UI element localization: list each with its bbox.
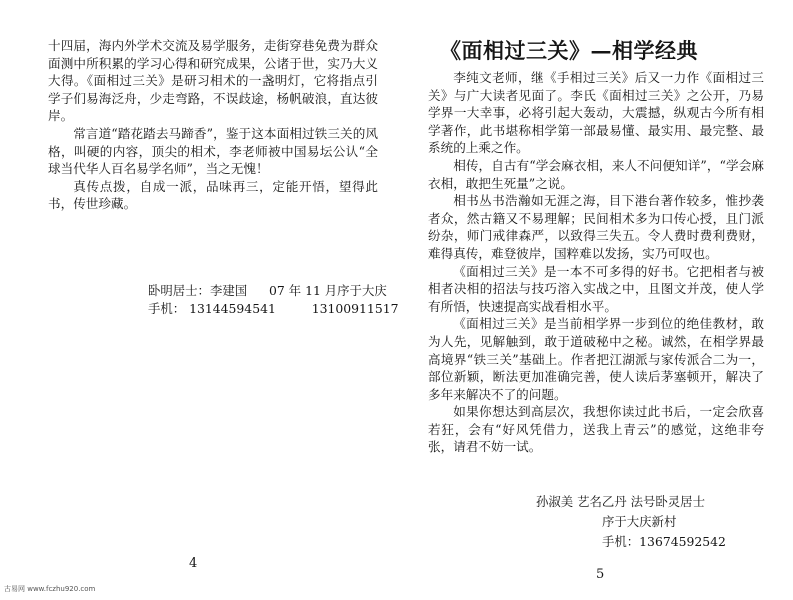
left-paragraph-3: 真传点拨，自成一派，品味再三，定能开悟，望得此书，传世珍藏。 xyxy=(48,178,378,212)
phone-number-2: 13100911517 xyxy=(311,301,399,316)
phone-label: 手机： xyxy=(148,301,186,316)
right-paragraph-5: 《面相过三关》是当前相学界一步到位的绝佳教材，敢为人先，见解触到，敢于道破秘中之秘。诚然，在相学界最高境界“铁三关”基础上。作者把江湖派与家传派合二为一，部位新颖，断法更加准确完善，使人读后茅塞顿开，解决了多年来解决不了的问题。 xyxy=(428,316,764,402)
right-paragraph-3: 相书丛书浩瀚如无涯之海，目下港台著作较多，惟抄袭者众，然古籍又不易理解；民间相术多为口传心授，且门派纷杂，师门戒律森严，以致得三失五。令人费时费利费财，难得真传，难登彼岸，国粹难以发扬，实乃可叹也。 xyxy=(428,193,764,261)
page-number-right: 5 xyxy=(596,567,605,582)
left-page-body xyxy=(48,37,378,213)
page-number-left: 4 xyxy=(189,556,198,571)
signoff-date: 07 年 11 月序于大庆 xyxy=(269,283,387,298)
right-page-body xyxy=(428,69,764,456)
credit-phone: 手机：13674592542 xyxy=(602,534,726,549)
book-title: 《面相过三关》—相学经典 xyxy=(440,38,698,63)
credit-author: 孙淑美 艺名乙丹 法号卧灵居士 xyxy=(536,494,705,509)
credit-place: 序于大庆新村 xyxy=(602,514,677,529)
site-watermark: 古易网 www.fczhu920.com xyxy=(4,585,96,593)
signoff-phone-line xyxy=(148,299,398,317)
right-paragraph-4: 《面相过三关》是一本不可多得的好书。它把相者与被相者决相的招法与技巧溶入实战之中，且图文并茂，使人学有所悟，快速提高实战看相水平。 xyxy=(428,263,764,314)
signoff-author: 卧明居士：李建国 xyxy=(148,283,248,298)
right-page xyxy=(396,0,793,600)
signoff-author-line xyxy=(148,281,387,299)
left-paragraph-2: 常言道“踏花踏去马蹄香”，鉴于这本面相过铁三关的风格，叫硬的内容，顶尖的相术，李老师被中国易坛公认“全球当代华人百名易学名师”，当之无愧！ xyxy=(48,125,378,177)
right-paragraph-1: 李纯文老师，继《手相过三关》后又一力作《面相过三关》与广大读者见面了。李氏《面相过三关》之公开，乃易学界一大幸事，必将引起大轰动，大震撼，纵观古今所有相学著作，此书堪称相学第一部最易懂、最实用、最完整、最系统的上乘之作。 xyxy=(428,70,764,156)
right-paragraph-6: 如果你想达到高层次，我想你读过此书后，一定会欣喜若狂，会有“好风凭借力，送我上青云”的感觉，这绝非夸张，请君不妨一试。 xyxy=(428,404,764,455)
phone-number-1: 13144594541 xyxy=(189,301,276,316)
left-paragraph-1: 十四届，海内外学术交流及易学服务，走街穿巷免费为群众面测中所积累的学习心得和研究成果，公诸于世，实乃大义大得。《面相过三关》是研习相术的一盏明灯，它将指点引学子们易海泛舟，少走弯路，不误歧途，杨帆破浪，直达彼岸。 xyxy=(48,38,378,124)
right-paragraph-2: 相传，自古有“学会麻衣相，来人不问便知详”，“学会麻衣相，敢把生死量”之说。 xyxy=(428,157,764,191)
